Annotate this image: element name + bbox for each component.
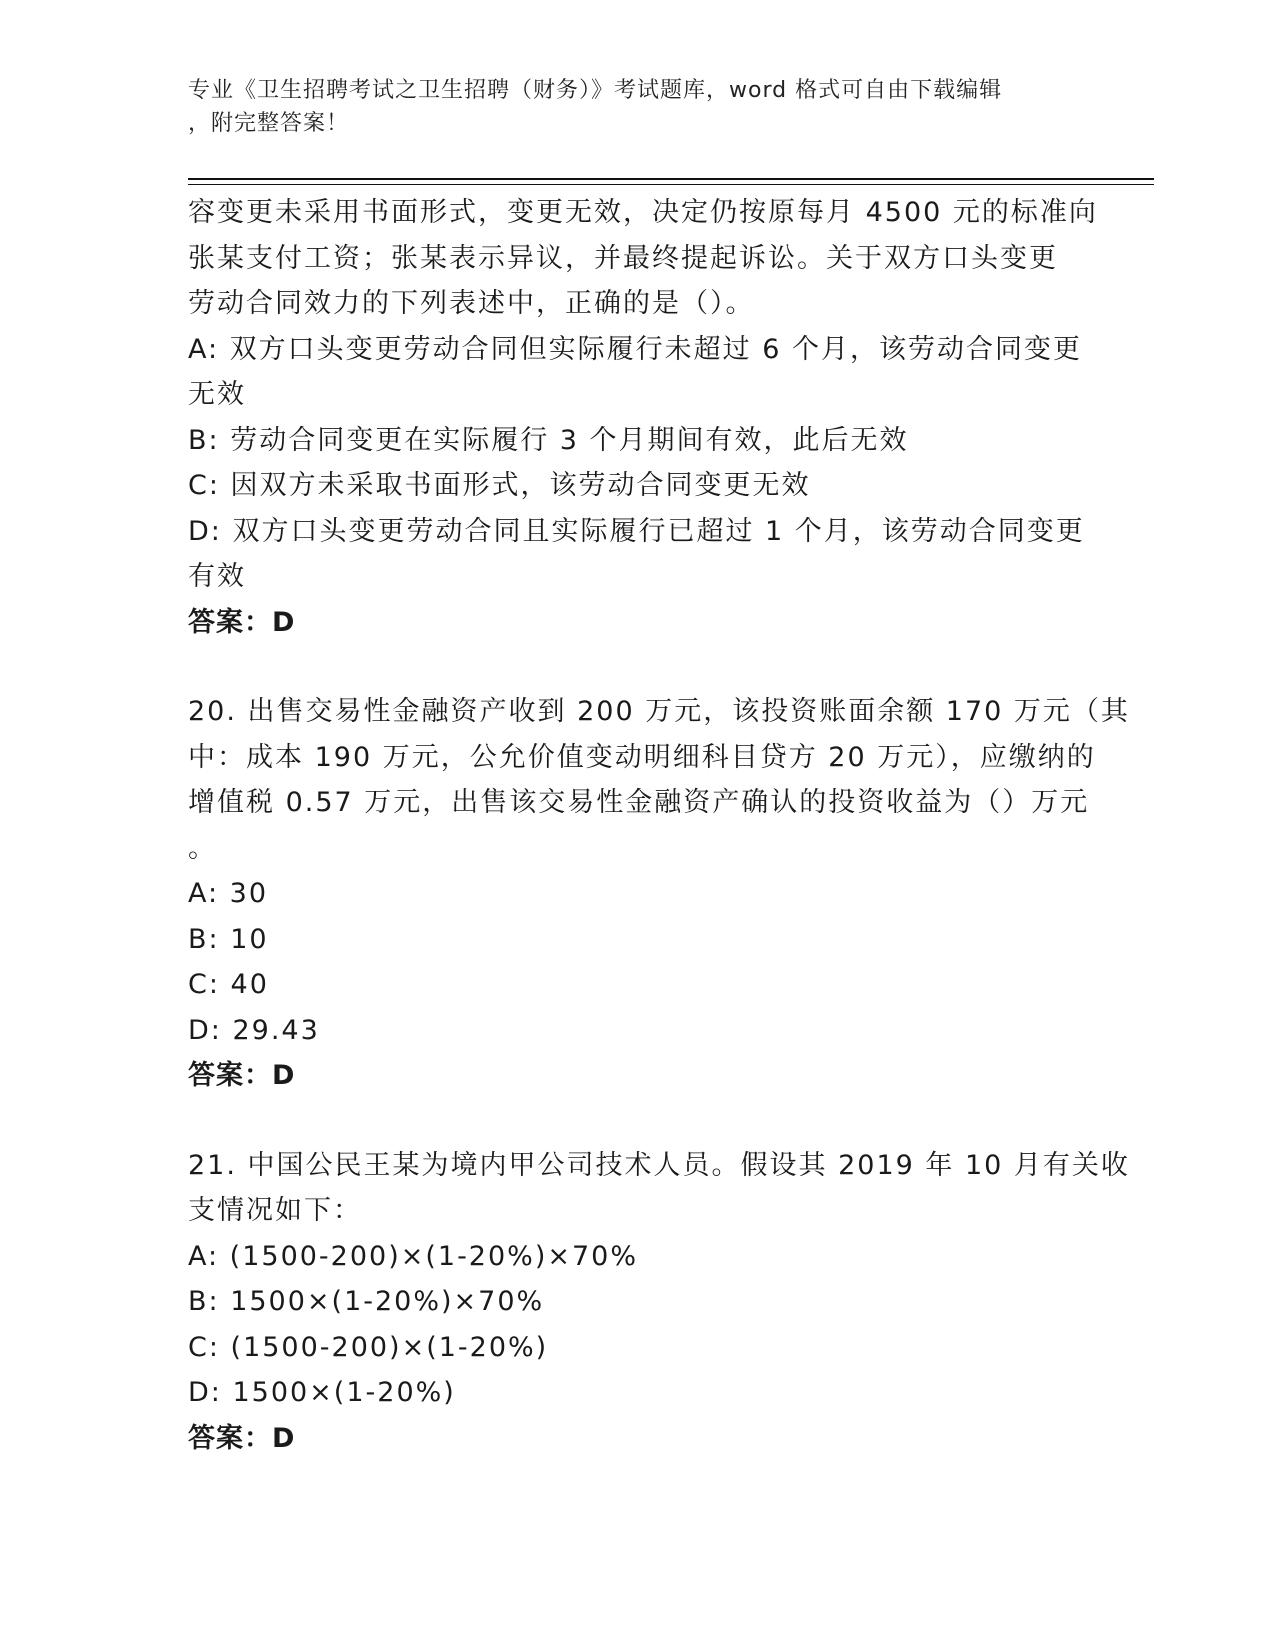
header-title-line-2: ，附完整答案！ [188, 111, 350, 136]
question-spacer [188, 645, 1088, 689]
question-stem-line: 21. 中国公民王某为境内甲公司技术人员。假设其 2019 年 10 月有关收 [188, 1149, 1130, 1181]
question-stem-line: 20. 出售交易性金融资产收到 200 万元，该投资账面余额 170 万元（其 [188, 696, 1130, 727]
question-stem-line: 容变更未采用书面形式，变更无效，决定仍按原每月 4500 元的标准向 [188, 197, 1098, 228]
option-d: D: 1500×(1-20%) [188, 1377, 456, 1408]
answer-label: 答案：D [188, 606, 296, 638]
question-stem-line: 支情况如下： [188, 1195, 362, 1226]
header-title-line-1: 专业《卫生招聘考试之卫生招聘（财务）》考试题库，word 格式可自由下载编辑 [188, 78, 1003, 103]
option-a-continued: 无效 [188, 379, 246, 410]
option-c: C: 40 [188, 969, 269, 1000]
option-b: B: 1500×(1-20%)×70% [188, 1286, 545, 1317]
option-d: D: 29.43 [188, 1014, 320, 1046]
question-stem-line: 。 [188, 832, 217, 864]
header-divider-thick [188, 178, 1154, 180]
option-b: B: 10 [188, 923, 269, 955]
option-d-continued: 有效 [188, 561, 246, 592]
option-c: C: (1500-200)×(1-20%) [188, 1331, 549, 1363]
option-a: A: (1500-200)×(1-20%)×70% [188, 1240, 638, 1272]
option-b: B: 劳动合同变更在实际履行 3 个月期间有效，此后无效 [188, 424, 909, 456]
option-c: C: 因双方未采取书面形式，该劳动合同变更无效 [188, 470, 811, 501]
question-19 [188, 190, 1098, 645]
question-21 [188, 1143, 1130, 1462]
question-stem-line: 张某支付工资；张某表示异议，并最终提起诉讼。关于双方口头变更 [188, 242, 1058, 274]
option-a: A: 双方口头变更劳动合同但实际履行未超过 6 个月，该劳动合同变更 [188, 333, 1083, 365]
header-divider-thin [188, 184, 1154, 185]
option-a: A: 30 [188, 878, 269, 909]
question-stem-line: 劳动合同效力的下列表述中，正确的是（）。 [188, 288, 755, 319]
answer-label: 答案：D [188, 1060, 296, 1091]
question-spacer [188, 1099, 1088, 1143]
question-stem-line: 中：成本 190 万元，公允价值变动明细科目贷方 20 万元），应缴纳的 [188, 741, 1096, 773]
option-d: D: 双方口头变更劳动合同且实际履行已超过 1 个月，该劳动合同变更 [188, 515, 1085, 547]
question-stem-line: 增值税 0.57 万元，出售该交易性金融资产确认的投资收益为（）万元 [188, 787, 1090, 818]
page-header [188, 74, 1088, 140]
question-content [188, 190, 1130, 1461]
answer-label: 答案：D [188, 1422, 296, 1454]
question-20 [188, 689, 1130, 1099]
